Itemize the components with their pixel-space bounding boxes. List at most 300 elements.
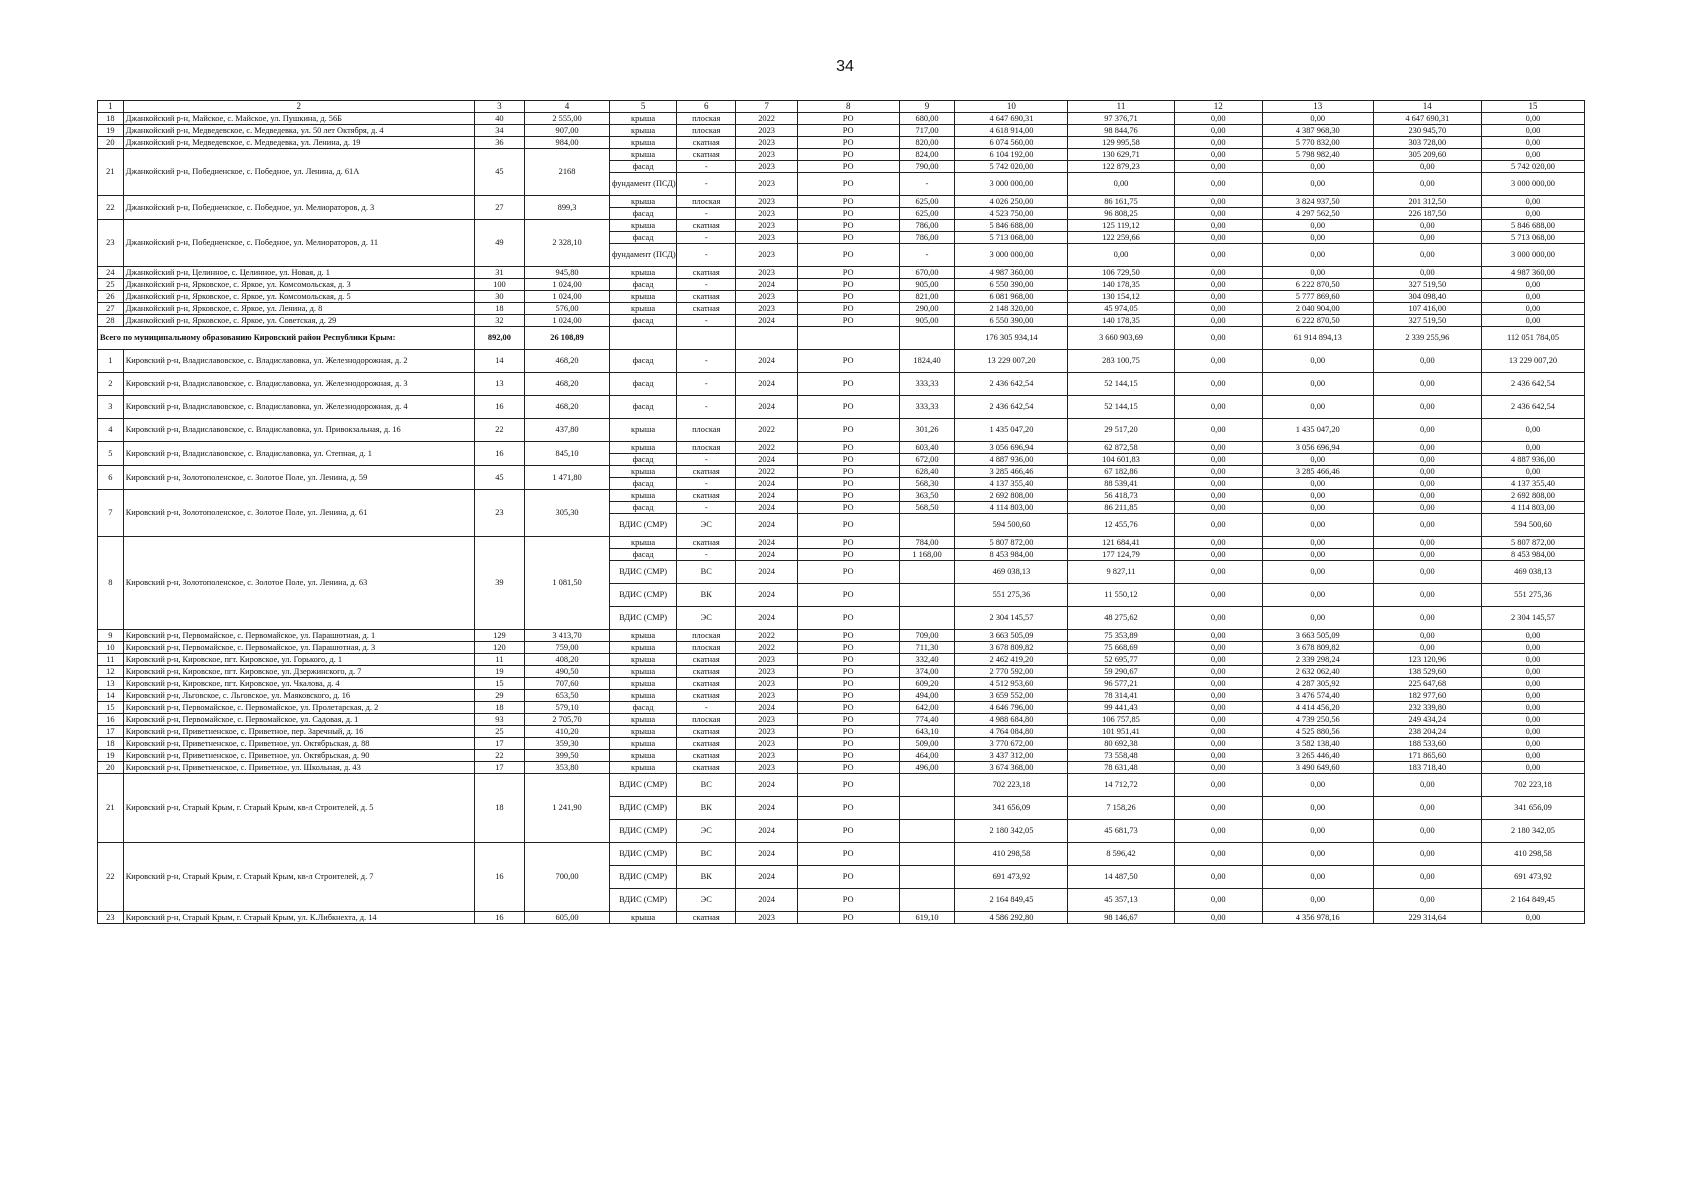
work-cell-c11: 62 872,58 [1068, 442, 1174, 454]
area-cell: 984,00 [525, 137, 610, 149]
work-cell-c12: 0,00 [1174, 373, 1262, 396]
apartments-cell: 14 [474, 350, 524, 373]
work-cell-c12: 0,00 [1174, 303, 1262, 315]
work-cell-c13: 0,00 [1262, 584, 1373, 607]
row-number: 26 [98, 291, 124, 303]
work-cell-c9: 786,00 [899, 232, 955, 244]
work-cell-c12: 0,00 [1174, 654, 1262, 666]
work-cell-c11: 98 146,67 [1068, 912, 1174, 924]
work-cell-c10: 4 586 292,80 [955, 912, 1068, 924]
work-cell-year: 2022 [736, 466, 797, 478]
work-cell-type: фасад [610, 549, 677, 561]
work-cell-roof: ВС [677, 774, 736, 797]
work-cell-roof: скатная [677, 750, 736, 762]
address-cell: Кировский р-н, Старый Крым, г. Старый Крым, кв-л Строителей, д. 7 [123, 843, 474, 912]
work-cell-c11: 45 681,73 [1068, 820, 1174, 843]
work-cell-year: 2024 [736, 797, 797, 820]
work-cell-c14: 304 098,40 [1373, 291, 1481, 303]
work-cell-c12: 0,00 [1174, 750, 1262, 762]
work-cell-c12: 0,00 [1174, 125, 1262, 137]
area-cell: 468,20 [525, 350, 610, 373]
work-cell-c11: 59 290,67 [1068, 666, 1174, 678]
apartments-cell: 40 [474, 113, 524, 125]
work-cell-c13: 0,00 [1262, 173, 1373, 196]
work-cell-c12: 0,00 [1174, 502, 1262, 514]
work-cell-roof: - [677, 549, 736, 561]
work-cell-c15: 0,00 [1482, 291, 1585, 303]
address-cell: Кировский р-н, Владиславовское, с. Владиславовка, ул. Железнодорожная, д. 3 [123, 373, 474, 396]
work-cell-type: крыша [610, 738, 677, 750]
row-number: 25 [98, 279, 124, 291]
row-number: 5 [98, 442, 124, 466]
work-cell-c12: 0,00 [1174, 490, 1262, 502]
work-cell-c14: 0,00 [1373, 607, 1481, 630]
apartments-cell: 39 [474, 537, 524, 630]
area-cell: 945,80 [525, 267, 610, 279]
address-cell: Джанкойский р-н, Медведевское, с. Медведевка, ул. 50 лет Октября, д. 4 [123, 125, 474, 137]
work-cell-c13: 0,00 [1262, 502, 1373, 514]
work-cell-c15: 0,00 [1482, 726, 1585, 738]
work-cell-c9: 332,40 [899, 654, 955, 666]
work-cell-c14: 123 120,96 [1373, 654, 1481, 666]
work-cell-roof: скатная [677, 267, 736, 279]
address-cell: Кировский р-н, Льговское, с. Льговское, ул. Маяковского, д. 16 [123, 690, 474, 702]
work-cell-c10: 4 618 914,00 [955, 125, 1068, 137]
work-cell-c10: 4 887 936,00 [955, 454, 1068, 466]
work-cell-c9: 363,50 [899, 490, 955, 502]
work-cell-c10: 3 663 505,09 [955, 630, 1068, 642]
work-cell-c15: 469 038,13 [1482, 561, 1585, 584]
work-cell-c15: 0,00 [1482, 442, 1585, 454]
row-number: 2 [98, 373, 124, 396]
work-cell-c9 [899, 584, 955, 607]
work-cell-c11: 98 844,76 [1068, 125, 1174, 137]
work-cell-c13: 0,00 [1262, 220, 1373, 232]
area-cell: 605,00 [525, 912, 610, 924]
work-cell-c15: 410 298,58 [1482, 843, 1585, 866]
apartments-cell: 15 [474, 678, 524, 690]
work-cell-c14: 0,00 [1373, 232, 1481, 244]
work-cell-roof: - [677, 173, 736, 196]
address-cell: Кировский р-н, Золотополенское, с. Золотое Поле, ул. Ленина, д. 61 [123, 490, 474, 537]
work-cell-c12: 0,00 [1174, 350, 1262, 373]
work-cell-c13: 0,00 [1262, 454, 1373, 466]
work-cell-type: фасад [610, 279, 677, 291]
work-cell-c10: 3 659 552,00 [955, 690, 1068, 702]
work-cell-c14: 0,00 [1373, 843, 1481, 866]
work-cell-c14: 0,00 [1373, 774, 1481, 797]
work-cell-c11: 101 951,41 [1068, 726, 1174, 738]
address-cell: Кировский р-н, Владиславовское, с. Владиславовка, ул. Привокзальная, д. 16 [123, 419, 474, 442]
work-cell-year: 2023 [736, 220, 797, 232]
work-cell-c15: 2 180 342,05 [1482, 820, 1585, 843]
work-cell-type: крыша [610, 220, 677, 232]
work-cell-c13: 0,00 [1262, 774, 1373, 797]
address-cell: Джанкойский р-н, Победненское, с. Победное, ул. Мелиораторов, д. 3 [123, 196, 474, 220]
work-cell-roof: - [677, 350, 736, 373]
work-cell-c13: 3 582 138,40 [1262, 738, 1373, 750]
work-cell-ro: РО [797, 584, 899, 607]
work-cell-c13: 4 287 305,92 [1262, 678, 1373, 690]
address-cell: Кировский р-н, Первомайское, с. Первомайское, ул. Пролетарская, д. 2 [123, 702, 474, 714]
work-cell-ro: РО [797, 315, 899, 327]
work-cell-c10: 702 223,18 [955, 774, 1068, 797]
work-cell-c11: 67 182,86 [1068, 466, 1174, 478]
apartments-cell: 31 [474, 267, 524, 279]
work-cell-c15: 0,00 [1482, 303, 1585, 315]
work-cell-c12: 0,00 [1174, 161, 1262, 173]
work-cell-ro: РО [797, 466, 899, 478]
work-cell-roof: плоская [677, 113, 736, 125]
work-cell-c13: 2 040 904,00 [1262, 303, 1373, 315]
work-cell-roof: ВК [677, 584, 736, 607]
work-cell-c10: 2 770 592,00 [955, 666, 1068, 678]
work-cell-c12: 0,00 [1174, 774, 1262, 797]
header-cell: 6 [677, 101, 736, 113]
work-cell-year: 2024 [736, 514, 797, 537]
work-cell-type: крыша [610, 690, 677, 702]
header-cell: 10 [955, 101, 1068, 113]
work-cell-c11: 122 879,23 [1068, 161, 1174, 173]
header-cell: 5 [610, 101, 677, 113]
work-cell-c14: 0,00 [1373, 514, 1481, 537]
table-row [98, 196, 1585, 208]
work-cell-c9: 1824,40 [899, 350, 955, 373]
work-cell-type: крыша [610, 912, 677, 924]
work-cell-c15: 0,00 [1482, 137, 1585, 149]
work-cell-c14: 0,00 [1373, 350, 1481, 373]
work-cell-year: 2024 [736, 502, 797, 514]
work-cell-c10: 5 713 068,00 [955, 232, 1068, 244]
work-cell-c11: 99 441,43 [1068, 702, 1174, 714]
work-cell-year: 2024 [736, 584, 797, 607]
apartments-cell: 16 [474, 843, 524, 912]
work-cell-c11: 125 119,12 [1068, 220, 1174, 232]
apartments-cell: 25 [474, 726, 524, 738]
work-cell-c14: 249 434,24 [1373, 714, 1481, 726]
work-cell-year: 2024 [736, 549, 797, 561]
area-cell: 700,00 [525, 843, 610, 912]
work-cell-ro: РО [797, 714, 899, 726]
work-cell-c12: 0,00 [1174, 843, 1262, 866]
area-cell: 359,30 [525, 738, 610, 750]
work-cell-c9: 680,00 [899, 113, 955, 125]
row-number: 1 [98, 350, 124, 373]
work-cell-c12: 0,00 [1174, 267, 1262, 279]
work-cell-ro: РО [797, 642, 899, 654]
work-cell-c15: 702 223,18 [1482, 774, 1585, 797]
apartments-cell: 17 [474, 738, 524, 750]
work-cell-ro: РО [797, 514, 899, 537]
work-cell-c15: 0,00 [1482, 642, 1585, 654]
header-cell: 9 [899, 101, 955, 113]
work-cell-c9: 301,26 [899, 419, 955, 442]
work-cell-c12: 0,00 [1174, 912, 1262, 924]
work-cell-c10: 6 081 968,00 [955, 291, 1068, 303]
work-cell-c11: 97 376,71 [1068, 113, 1174, 125]
work-cell-year: 2024 [736, 774, 797, 797]
area-cell: 437,80 [525, 419, 610, 442]
work-cell-type: ВДИС (СМР) [610, 797, 677, 820]
work-cell-c9: 494,00 [899, 690, 955, 702]
work-cell-type: крыша [610, 113, 677, 125]
work-cell-c13: 4 525 880,56 [1262, 726, 1373, 738]
work-cell-c9: 603,40 [899, 442, 955, 454]
work-cell-c15: 691 473,92 [1482, 866, 1585, 889]
work-cell-c15: 13 229 007,20 [1482, 350, 1585, 373]
work-cell-year: 2023 [736, 244, 797, 267]
work-cell-roof: плоская [677, 642, 736, 654]
work-cell-ro: РО [797, 726, 899, 738]
area-cell: 845,10 [525, 442, 610, 466]
work-cell-c9: 905,00 [899, 279, 955, 291]
work-cell-c15: 4 887 936,00 [1482, 454, 1585, 466]
work-cell-c15: 0,00 [1482, 149, 1585, 161]
work-cell-c13: 0,00 [1262, 350, 1373, 373]
table-row [98, 654, 1585, 666]
work-cell-c14: 0,00 [1373, 267, 1481, 279]
work-cell-ro: РО [797, 419, 899, 442]
work-cell-c14: 327 519,50 [1373, 279, 1481, 291]
work-cell-c13: 4 387 968,30 [1262, 125, 1373, 137]
work-cell-c11: 52 695,77 [1068, 654, 1174, 666]
work-cell-c14: 0,00 [1373, 889, 1481, 912]
work-cell-c10: 3 674 368,00 [955, 762, 1068, 774]
work-cell-c13: 5 777 869,60 [1262, 291, 1373, 303]
work-cell-year: 2022 [736, 630, 797, 642]
area-cell: 2 328,10 [525, 220, 610, 267]
work-cell-type: крыша [610, 442, 677, 454]
work-cell-c15: 0,00 [1482, 630, 1585, 642]
work-cell-c10: 3 437 312,00 [955, 750, 1068, 762]
work-cell-c15: 5 846 688,00 [1482, 220, 1585, 232]
work-cell-c10: 3 000 000,00 [955, 173, 1068, 196]
row-number: 12 [98, 666, 124, 678]
table-row [98, 442, 1585, 454]
apartments-cell: 11 [474, 654, 524, 666]
work-cell-c15: 0,00 [1482, 315, 1585, 327]
work-cell-c12: 0,00 [1174, 196, 1262, 208]
work-cell-c15: 5 713 068,00 [1482, 232, 1585, 244]
work-cell-c15: 2 304 145,57 [1482, 607, 1585, 630]
work-cell-c13: 0,00 [1262, 549, 1373, 561]
work-cell-year: 2024 [736, 350, 797, 373]
work-cell-ro: РО [797, 866, 899, 889]
table-row [98, 750, 1585, 762]
row-number: 21 [98, 149, 124, 196]
work-cell-c14: 0,00 [1373, 630, 1481, 642]
address-cell: Джанкойский р-н, Майское, с. Майское, ул. Пушкина, д. 56Б [123, 113, 474, 125]
area-cell: 576,00 [525, 303, 610, 315]
work-cell-c14: 0,00 [1373, 561, 1481, 584]
work-cell-c10: 2 164 849,45 [955, 889, 1068, 912]
work-cell-c11: 130 154,12 [1068, 291, 1174, 303]
work-cell-ro: РО [797, 607, 899, 630]
work-cell-year: 2024 [736, 820, 797, 843]
work-cell-c10: 4 137 355,40 [955, 478, 1068, 490]
address-cell: Кировский р-н, Владиславовское, с. Владиславовка, ул. Железнодорожная, д. 4 [123, 396, 474, 419]
work-cell-c13: 4 414 456,20 [1262, 702, 1373, 714]
row-number: 6 [98, 466, 124, 490]
work-cell-c14: 232 339,80 [1373, 702, 1481, 714]
work-cell-c9: 333,33 [899, 373, 955, 396]
work-cell-c11: 96 808,25 [1068, 208, 1174, 220]
work-cell-c10: 13 229 007,20 [955, 350, 1068, 373]
address-cell: Кировский р-н, Старый Крым, г. Старый Крым, кв-л Строителей, д. 5 [123, 774, 474, 843]
work-cell-c14: 303 728,00 [1373, 137, 1481, 149]
apartments-cell: 29 [474, 690, 524, 702]
work-cell-c11: 52 144,15 [1068, 396, 1174, 419]
work-cell-c14: 229 314,64 [1373, 912, 1481, 924]
work-cell-year: 2023 [736, 173, 797, 196]
work-cell-c14: 107 416,00 [1373, 303, 1481, 315]
work-cell-c12: 0,00 [1174, 702, 1262, 714]
work-cell-type: крыша [610, 466, 677, 478]
work-cell-year: 2023 [736, 912, 797, 924]
area-cell: 408,20 [525, 654, 610, 666]
work-cell-c13: 3 476 574,40 [1262, 690, 1373, 702]
work-cell-year: 2023 [736, 726, 797, 738]
work-cell-ro: РО [797, 797, 899, 820]
work-cell-c10: 469 038,13 [955, 561, 1068, 584]
work-cell-c11: 52 144,15 [1068, 373, 1174, 396]
row-number: 22 [98, 843, 124, 912]
work-cell-c15: 4 987 360,00 [1482, 267, 1585, 279]
header-cell: 12 [1174, 101, 1262, 113]
apartments-cell: 13 [474, 373, 524, 396]
work-cell-type: фундамент (ПСД) [610, 244, 677, 267]
address-cell: Кировский р-н, Приветненское, с. Приветное, ул. Школьная, д. 43 [123, 762, 474, 774]
work-cell-c14: 0,00 [1373, 466, 1481, 478]
work-cell-c10: 2 304 145,57 [955, 607, 1068, 630]
work-cell-ro: РО [797, 454, 899, 466]
work-cell-c9 [899, 561, 955, 584]
address-cell: Кировский р-н, Приветненское, с. Приветное, пер. Заречный, д. 16 [123, 726, 474, 738]
work-cell-c14: 0,00 [1373, 642, 1481, 654]
work-cell-year: 2024 [736, 889, 797, 912]
work-cell-c10: 6 550 390,00 [955, 279, 1068, 291]
area-cell: 1 024,00 [525, 279, 610, 291]
row-number: 17 [98, 726, 124, 738]
work-cell-year: 2023 [736, 196, 797, 208]
work-cell-type: фасад [610, 350, 677, 373]
apartments-cell: 49 [474, 220, 524, 267]
area-cell: 468,20 [525, 396, 610, 419]
work-cell-year: 2023 [736, 666, 797, 678]
work-cell-c9: 709,00 [899, 630, 955, 642]
area-cell: 410,20 [525, 726, 610, 738]
work-cell-c13: 0,00 [1262, 161, 1373, 173]
work-cell-c13: 4 297 562,50 [1262, 208, 1373, 220]
work-cell-year: 2024 [736, 315, 797, 327]
work-cell-c10: 4 764 084,80 [955, 726, 1068, 738]
work-cell-c13: 0,00 [1262, 396, 1373, 419]
work-cell-c10: 4 647 690,31 [955, 113, 1068, 125]
work-cell-roof: - [677, 502, 736, 514]
work-cell-c13: 0,00 [1262, 232, 1373, 244]
apartments-cell: 19 [474, 666, 524, 678]
work-cell-c13: 6 222 870,50 [1262, 279, 1373, 291]
work-cell-c10: 5 742 020,00 [955, 161, 1068, 173]
work-cell-c12: 0,00 [1174, 866, 1262, 889]
work-cell-c11: 14 712,72 [1068, 774, 1174, 797]
apartments-cell: 18 [474, 702, 524, 714]
table-row [98, 220, 1585, 232]
work-cell-c10: 3 000 000,00 [955, 244, 1068, 267]
work-cell-c15: 3 000 000,00 [1482, 173, 1585, 196]
work-cell-roof: - [677, 161, 736, 173]
apartments-cell: 45 [474, 466, 524, 490]
work-cell-ro: РО [797, 173, 899, 196]
work-cell-c14: 188 533,60 [1373, 738, 1481, 750]
work-cell-roof: - [677, 373, 736, 396]
header-cell: 11 [1068, 101, 1174, 113]
row-number: 19 [98, 750, 124, 762]
table-row [98, 396, 1585, 419]
work-cell-c11: 75 668,69 [1068, 642, 1174, 654]
area-cell: 468,20 [525, 373, 610, 396]
work-cell-c10: 3 770 672,00 [955, 738, 1068, 750]
work-cell-type: фасад [610, 702, 677, 714]
work-cell-roof: скатная [677, 490, 736, 502]
work-cell-c9: 670,00 [899, 267, 955, 279]
work-cell-c14: 183 718,40 [1373, 762, 1481, 774]
header-cell: 7 [736, 101, 797, 113]
work-cell-roof: - [677, 315, 736, 327]
work-cell-c10: 6 104 192,00 [955, 149, 1068, 161]
work-cell-c9: 784,00 [899, 537, 955, 549]
table-row [98, 762, 1585, 774]
work-cell-c11: 129 995,58 [1068, 137, 1174, 149]
work-cell-c9 [899, 889, 955, 912]
work-cell-roof: плоская [677, 442, 736, 454]
work-cell-c11: 96 577,21 [1068, 678, 1174, 690]
work-cell-roof: скатная [677, 137, 736, 149]
work-cell-c15: 0,00 [1482, 466, 1585, 478]
work-cell-type: крыша [610, 762, 677, 774]
work-cell-c14: 0,00 [1373, 866, 1481, 889]
row-number: 18 [98, 738, 124, 750]
work-cell-c12: 0,00 [1174, 666, 1262, 678]
work-cell-ro: РО [797, 220, 899, 232]
work-cell-c9: 290,00 [899, 303, 955, 315]
work-cell-ro: РО [797, 149, 899, 161]
work-cell-c11: 104 601,83 [1068, 454, 1174, 466]
work-cell-ro: РО [797, 820, 899, 843]
work-cell-c14: 4 647 690,31 [1373, 113, 1481, 125]
work-cell-c9: 625,00 [899, 196, 955, 208]
work-cell-ro: РО [797, 208, 899, 220]
area-cell: 1 024,00 [525, 315, 610, 327]
work-cell-c9 [899, 843, 955, 866]
table-row [98, 738, 1585, 750]
work-cell-c12: 0,00 [1174, 113, 1262, 125]
work-cell-year: 2023 [736, 303, 797, 315]
work-cell-c10: 4 523 750,00 [955, 208, 1068, 220]
work-cell-c11: 86 161,75 [1068, 196, 1174, 208]
work-cell-c14: 0,00 [1373, 478, 1481, 490]
apartments-cell: 100 [474, 279, 524, 291]
table-row [98, 537, 1585, 549]
work-cell-c15: 0,00 [1482, 279, 1585, 291]
work-cell-year: 2024 [736, 561, 797, 584]
work-cell-c13: 0,00 [1262, 561, 1373, 584]
work-cell-c13: 0,00 [1262, 866, 1373, 889]
work-cell-type: крыша [610, 303, 677, 315]
work-cell-c9: 790,00 [899, 161, 955, 173]
work-cell-ro: РО [797, 161, 899, 173]
address-cell: Джанкойский р-н, Победненское, с. Победное, ул. Ленина, д. 61А [123, 149, 474, 196]
